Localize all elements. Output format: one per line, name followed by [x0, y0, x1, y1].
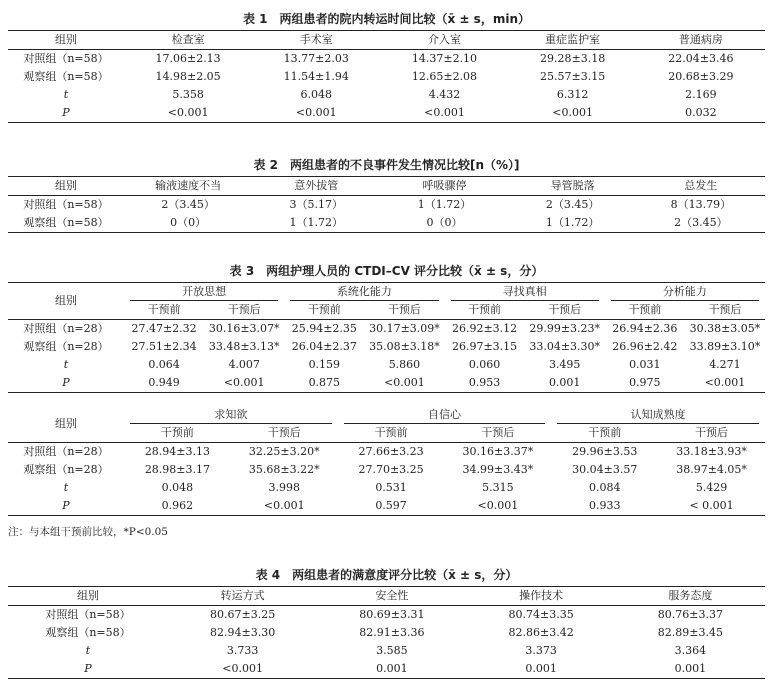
table-cell: 3（5.17）	[289, 198, 344, 211]
table-cell: 82.91±3.36	[359, 626, 425, 639]
table-cell: 80.67±3.25	[210, 608, 276, 621]
header-cell: 组别	[8, 283, 124, 320]
table-cell: 2（3.45）	[637, 214, 765, 233]
table-cell: 35.08±3.18*	[369, 340, 440, 353]
table-cell: 0.060	[468, 358, 501, 371]
header-cell: 检查室	[124, 31, 252, 50]
header-cell: 安全性	[317, 587, 466, 606]
table-cell: 33.18±3.93*	[676, 445, 747, 458]
table-cell: 4.007	[228, 358, 260, 371]
table-cell: 0.159	[308, 358, 341, 371]
table-cell: 6.048	[300, 88, 333, 101]
row-label: 观察组（n=58）	[23, 70, 109, 83]
row-label: t	[63, 481, 69, 494]
group-header: 求知欲	[124, 406, 338, 424]
table-cell: 30.04±3.57	[572, 463, 638, 476]
table-cell: 2（3.45）	[161, 198, 215, 211]
table-cell: 0.933	[551, 497, 658, 516]
row-label: t	[63, 358, 69, 371]
table-cell: 29.99±3.23*	[529, 322, 601, 335]
table-cell: <0.001	[364, 374, 444, 393]
sub-header: 干预前	[605, 301, 685, 320]
header-cell: 介入室	[380, 31, 508, 50]
table-cell: 0.975	[605, 374, 685, 393]
group-header: 认知成熟度	[551, 406, 765, 424]
table-cell: <0.001	[444, 497, 551, 516]
table-cell: 80.69±3.31	[359, 608, 425, 621]
table-cell: 1（1.72）	[417, 198, 472, 211]
table-cell: 82.94±3.30	[210, 626, 276, 639]
table-cell: <0.001	[252, 104, 380, 123]
table-cell: 26.96±2.42	[612, 340, 678, 353]
row-label: 对照组（n=58）	[23, 52, 109, 65]
table-cell: 0.531	[375, 481, 407, 494]
table-row	[8, 443, 765, 462]
table-cell: 0.953	[445, 374, 525, 393]
table-4-grid	[8, 586, 765, 679]
row-label: P	[8, 374, 124, 393]
table-cell: 0.001	[616, 660, 765, 679]
table-cell: 13.77±2.03	[283, 52, 349, 65]
table-2-grid	[8, 176, 765, 233]
table-cell: 17.06±2.13	[155, 52, 221, 65]
table-cell: 26.92±3.12	[451, 322, 518, 335]
row-label: 观察组（n=58）	[8, 214, 124, 233]
table-row	[8, 356, 765, 374]
table-cell: 28.98±3.17	[144, 463, 211, 476]
table-row	[8, 320, 765, 339]
table-cell: 28.94±3.13	[144, 445, 211, 458]
table-cell: 0.064	[148, 358, 180, 371]
table-cell: 5.860	[388, 358, 421, 371]
table-cell: 3.733	[226, 644, 259, 657]
table-1-header	[8, 31, 765, 50]
header-cell: 组别	[8, 587, 168, 606]
table-cell: 4.432	[428, 88, 461, 101]
table-cell: 11.54±1.94	[283, 70, 349, 83]
table-row	[8, 479, 765, 497]
table-cell: 3.364	[674, 644, 707, 657]
table-cell: 12.65±2.08	[411, 70, 478, 83]
table-cell: <0.001	[124, 104, 252, 123]
table-cell: 0.001	[525, 374, 605, 393]
table-row	[8, 497, 765, 516]
table-cell: 3.373	[525, 644, 557, 657]
table-row	[8, 86, 765, 104]
sub-header: 干预前	[445, 301, 525, 320]
row-label: t	[63, 88, 69, 101]
header-cell: 组别	[8, 31, 124, 50]
group-header: 寻找真相	[445, 283, 605, 302]
table-row	[8, 374, 765, 393]
table-cell: < 0.001	[658, 497, 765, 516]
table-cell: <0.001	[168, 660, 317, 679]
table-cell: 8（13.79）	[670, 198, 732, 211]
group-header-row	[8, 406, 765, 424]
table-cell: 25.94±2.35	[291, 322, 357, 335]
table-cell: 80.76±3.37	[657, 608, 723, 621]
sub-header: 干预后	[525, 301, 605, 320]
table-cell: 26.94±2.36	[612, 322, 678, 335]
table-1-grid	[8, 30, 765, 123]
table-cell: 33.89±3.10*	[689, 340, 761, 353]
table-cell: 3.495	[548, 358, 581, 371]
sub-header: 干预后	[231, 424, 338, 443]
table-row	[8, 606, 765, 625]
table-row	[8, 196, 765, 215]
table-cell: 27.70±3.25	[358, 463, 424, 476]
table-cell: 5.429	[695, 481, 728, 494]
group-header: 自信心	[338, 406, 552, 424]
table-cell: 30.38±3.05*	[689, 322, 761, 335]
table-cell: 82.86±3.42	[508, 626, 574, 639]
group-header: 开放思想	[124, 283, 284, 302]
table-row	[8, 660, 765, 679]
table-cell: <0.001	[509, 104, 637, 123]
row-label: P	[8, 497, 124, 516]
table-cell: 30.16±3.37*	[462, 445, 534, 458]
header-cell: 转运方式	[168, 587, 317, 606]
group-header: 分析能力	[605, 283, 765, 302]
table-cell: 0.001	[467, 660, 616, 679]
table-cell: 25.57±3.15	[540, 70, 606, 83]
table-cell: 1（1.72）	[509, 214, 637, 233]
table-cell: 29.28±3.18	[540, 52, 606, 65]
table-cell: 0（0）	[380, 214, 508, 233]
table-cell: 0.084	[588, 481, 621, 494]
header-cell: 意外拔管	[252, 177, 380, 196]
table-cell: 4.271	[709, 358, 741, 371]
table-3-part-1	[8, 282, 765, 393]
table-cell: 5.315	[482, 481, 514, 494]
table-cell: 2（3.45）	[545, 198, 600, 211]
table-cell: 20.68±3.29	[668, 70, 734, 83]
table-4-title: 表 4 两组患者的满意度评分比较（x̄ ± s，分）	[255, 568, 518, 582]
header-cell: 组别	[8, 177, 124, 196]
table-1-title: 表 1 两组患者的院内转运时间比较（x̄ ± s，min）	[243, 12, 530, 26]
table-4-header	[8, 587, 765, 606]
table-cell: <0.001	[204, 374, 284, 393]
sub-header: 干预前	[338, 424, 445, 443]
header-cell: 服务态度	[616, 587, 765, 606]
table-cell: 0.048	[161, 481, 194, 494]
sub-header: 干预前	[124, 424, 231, 443]
sub-header: 干预后	[444, 424, 551, 443]
table-cell: 27.66±3.23	[358, 445, 424, 458]
table-cell: 27.51±2.34	[131, 340, 197, 353]
sub-header: 干预后	[685, 301, 765, 320]
table-cell: 26.97±3.15	[451, 340, 518, 353]
table-cell: 0.597	[338, 497, 445, 516]
sub-header: 干预后	[364, 301, 444, 320]
row-label: 对照组（n=58）	[23, 198, 109, 211]
header-cell: 总发生	[637, 177, 765, 196]
row-label: 对照组（n=28）	[23, 445, 109, 458]
header-cell: 操作技术	[467, 587, 616, 606]
table-cell: 22.04±3.46	[668, 52, 734, 65]
table-cell: 27.47±2.32	[131, 322, 197, 335]
table-cell: 80.74±3.35	[508, 608, 574, 621]
header-cell: 输液速度不当	[124, 177, 252, 196]
table-cell: <0.001	[685, 374, 765, 393]
table-cell: 0（0）	[124, 214, 252, 233]
sub-header: 干预前	[124, 301, 204, 320]
table-cell: 14.37±2.10	[411, 52, 478, 65]
row-label: 观察组（n=58）	[45, 626, 131, 639]
table-cell: <0.001	[231, 497, 338, 516]
header-cell: 呼吸骤停	[380, 177, 508, 196]
table-cell: 26.04±2.37	[291, 340, 357, 353]
header-cell: 手术室	[252, 31, 380, 50]
table-cell: 0.875	[284, 374, 364, 393]
table-cell: 0.032	[637, 104, 765, 123]
table-cell: 0.949	[124, 374, 204, 393]
row-label: 观察组（n=28）	[23, 340, 109, 353]
table-cell: 82.89±3.45	[657, 626, 723, 639]
row-label: t	[85, 644, 91, 657]
sub-header: 干预前	[284, 301, 364, 320]
table-cell: 3.998	[268, 481, 300, 494]
header-cell: 导管脱落	[509, 177, 637, 196]
row-label: 观察组（n=28）	[23, 463, 109, 476]
table-cell: 29.96±3.53	[572, 445, 638, 458]
table-cell: 30.16±3.07*	[208, 322, 280, 335]
table-row	[8, 68, 765, 86]
table-cell: 32.25±3.20*	[248, 445, 320, 458]
table-row	[8, 624, 765, 642]
row-label: 对照组（n=58）	[45, 608, 131, 621]
table-cell: 35.68±3.22*	[248, 463, 320, 476]
group-header-row	[8, 283, 765, 302]
table-cell: 33.04±3.30*	[529, 340, 601, 353]
table-cell: 34.99±3.43*	[462, 463, 534, 476]
table-row	[8, 214, 765, 233]
table-cell: 0.031	[629, 358, 661, 371]
row-label: 对照组（n=28）	[23, 322, 109, 335]
sub-header: 干预后	[204, 301, 284, 320]
table-cell: 2.169	[685, 88, 717, 101]
table-cell: 5.358	[172, 88, 204, 101]
header-cell: 组别	[8, 406, 124, 443]
table-2-header	[8, 177, 765, 196]
sub-header: 干预后	[658, 424, 765, 443]
table-row	[8, 642, 765, 660]
table-cell: <0.001	[380, 104, 508, 123]
table-3-note: 注：与本组干预前比较，*P<0.05	[8, 526, 168, 538]
table-cell: 30.17±3.09*	[369, 322, 440, 335]
row-label: P	[8, 660, 168, 679]
table-row	[8, 104, 765, 123]
table-cell: 0.962	[124, 497, 231, 516]
table-cell: 3.585	[376, 644, 408, 657]
table-row	[8, 338, 765, 356]
table-row	[8, 50, 765, 69]
table-cell: 0.001	[317, 660, 466, 679]
group-header: 系统化能力	[284, 283, 444, 302]
row-label: P	[8, 104, 124, 123]
header-cell: 重症监护室	[509, 31, 637, 50]
table-cell: 33.48±3.13*	[208, 340, 280, 353]
header-cell: 普通病房	[637, 31, 765, 50]
table-cell: 38.97±4.05*	[676, 463, 747, 476]
table-cell: 14.98±2.05	[155, 70, 221, 83]
table-3-part-2	[8, 406, 765, 516]
sub-header: 干预前	[551, 424, 658, 443]
table-2-title: 表 2 两组患者的不良事件发生情况比较[n（%）]	[253, 158, 520, 172]
table-3-title: 表 3 两组护理人员的 CTDI–CV 评分比较（x̄ ± s，分）	[229, 264, 544, 278]
table-cell: 1（1.72）	[252, 214, 380, 233]
table-cell: 6.312	[556, 88, 589, 101]
table-row	[8, 461, 765, 479]
